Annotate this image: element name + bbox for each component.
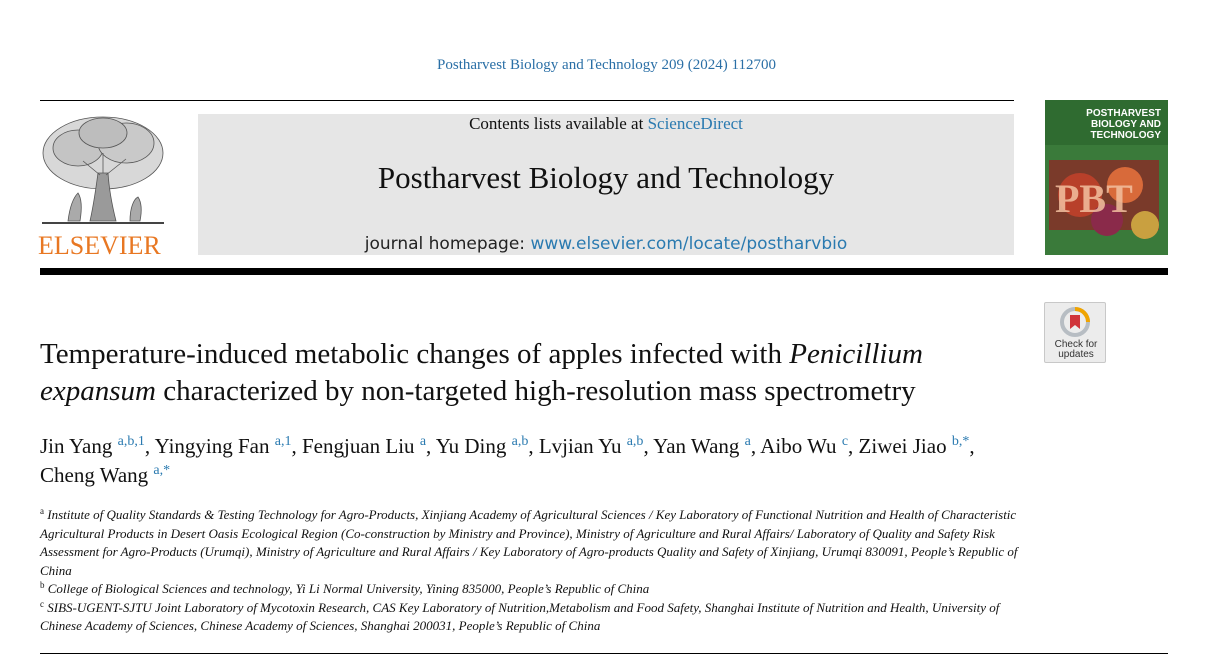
- affiliation-label: b: [40, 580, 45, 590]
- author-name[interactable]: Fengjuan Liu: [301, 434, 415, 458]
- cover-title-line2: BIOLOGY AND: [1090, 119, 1161, 130]
- author-name[interactable]: Cheng Wang: [40, 463, 149, 487]
- author-affiliation-marks[interactable]: c: [841, 434, 849, 449]
- affiliation-item: [40, 506, 1020, 580]
- author-affiliation-marks[interactable]: a,b: [626, 434, 644, 449]
- affiliation-list: [40, 506, 1020, 636]
- author-separator: ,: [528, 434, 539, 458]
- affiliation-item: [40, 599, 1020, 636]
- author-list: [40, 432, 1030, 490]
- cover-title-line3: TECHNOLOGY: [1090, 130, 1161, 141]
- author-separator: ,: [750, 434, 761, 458]
- affiliation-item: [40, 580, 1020, 599]
- author-name[interactable]: Aibo Wu: [760, 434, 837, 458]
- cover-title-line1: POSTHARVEST: [1086, 108, 1161, 119]
- header-thick-rule: [40, 268, 1168, 275]
- author-separator: ,: [144, 434, 155, 458]
- journal-citation[interactable]: Postharvest Biology and Technology 209 (2024) 112700: [437, 57, 776, 73]
- author-name[interactable]: Lvjian Yu: [538, 434, 622, 458]
- author-name[interactable]: Ziwei Jiao: [858, 434, 947, 458]
- journal-cover[interactable]: [1045, 100, 1168, 255]
- homepage-line: journal homepage: www.elsevier.com/locate/postharvbio: [364, 234, 848, 254]
- author-affiliation-marks[interactable]: a,b,1: [117, 434, 145, 449]
- author-affiliation-marks[interactable]: a,1: [274, 434, 292, 449]
- author-separator: ,: [848, 434, 859, 458]
- author-name[interactable]: Yu Ding: [435, 434, 507, 458]
- affiliation-text: Institute of Quality Standards & Testing Technology for Agro-Products, Xinjiang Academy of Agricultural Sciences / Key Laboratory of Functional Nutrition and Health of Characteristic Agricultural Products in Desert Oasis Ecological Region (Co-construction by Ministry and Province), Ministry of Agriculture and Rural Affairs/ Laboratory of Quality and Safety Risk Assessment for Agro-Products (Urumqi), Ministry of Agriculture and Rural Affairs / Key Laboratory of Agro-products Quality and Safety of Xinjiang, Urumqi 830091, People’s Republic of China: [40, 507, 1018, 578]
- author-name[interactable]: Jin Yang: [40, 434, 113, 458]
- cover-letters: PBT: [1055, 176, 1133, 221]
- affiliation-text: SIBS-UGENT-SJTU Joint Laboratory of Mycotoxin Research, CAS Key Laboratory of Nutrition,Metabolism and Food Safety, Shanghai Institute of Nutrition and Health, University of Chinese Academy of Sciences, Chinese Academy of Sciences, Shanghai 200031, People’s Republic of China: [40, 599, 1000, 633]
- header-rule: [40, 100, 1014, 101]
- affiliation-text: College of Biological Sciences and technology, Yi Li Normal University, Yining 835000, People’s Republic of China: [44, 581, 650, 596]
- author-name[interactable]: Yan Wang: [653, 434, 740, 458]
- author-separator: ,: [969, 434, 975, 458]
- affiliation-label: a: [40, 506, 44, 516]
- footer-rule: [40, 653, 1168, 654]
- author-name[interactable]: Yingying Fan: [154, 434, 270, 458]
- elsevier-tree-icon: [38, 113, 168, 228]
- contents-line: Contents lists available at ScienceDirect: [469, 114, 743, 133]
- journal-title: Postharvest Biology and Technology: [377, 160, 835, 195]
- author-separator: ,: [291, 434, 302, 458]
- author-separator: ,: [426, 434, 436, 458]
- author-affiliation-marks[interactable]: a: [744, 434, 751, 449]
- journal-cover-image: [1045, 100, 1168, 255]
- author-separator: ,: [643, 434, 654, 458]
- check-for-updates-badge[interactable]: [1044, 302, 1106, 363]
- elsevier-logo[interactable]: [38, 113, 168, 260]
- author-affiliation-marks[interactable]: a,*: [153, 463, 171, 478]
- check-updates-label: Check for updates: [1054, 339, 1098, 360]
- affiliation-label: c: [40, 598, 44, 609]
- journal-homepage-link[interactable]: www.elsevier.com/locate/postharvbio: [530, 234, 848, 254]
- elsevier-wordmark: ELSEVIER: [38, 231, 161, 260]
- check-updates-icon: [1060, 307, 1090, 337]
- sciencedirect-link[interactable]: ScienceDirect: [647, 114, 743, 133]
- article-title: Temperature-induced metabolic changes of apples infected with Penicillium expansum characterized by non-targeted high-resolution mass spectrometry: [40, 338, 923, 407]
- author-affiliation-marks[interactable]: a,b: [511, 434, 529, 449]
- journal-banner: [198, 114, 1014, 255]
- author-affiliation-marks[interactable]: a: [419, 434, 427, 449]
- author-affiliation-marks[interactable]: b,*: [951, 434, 970, 449]
